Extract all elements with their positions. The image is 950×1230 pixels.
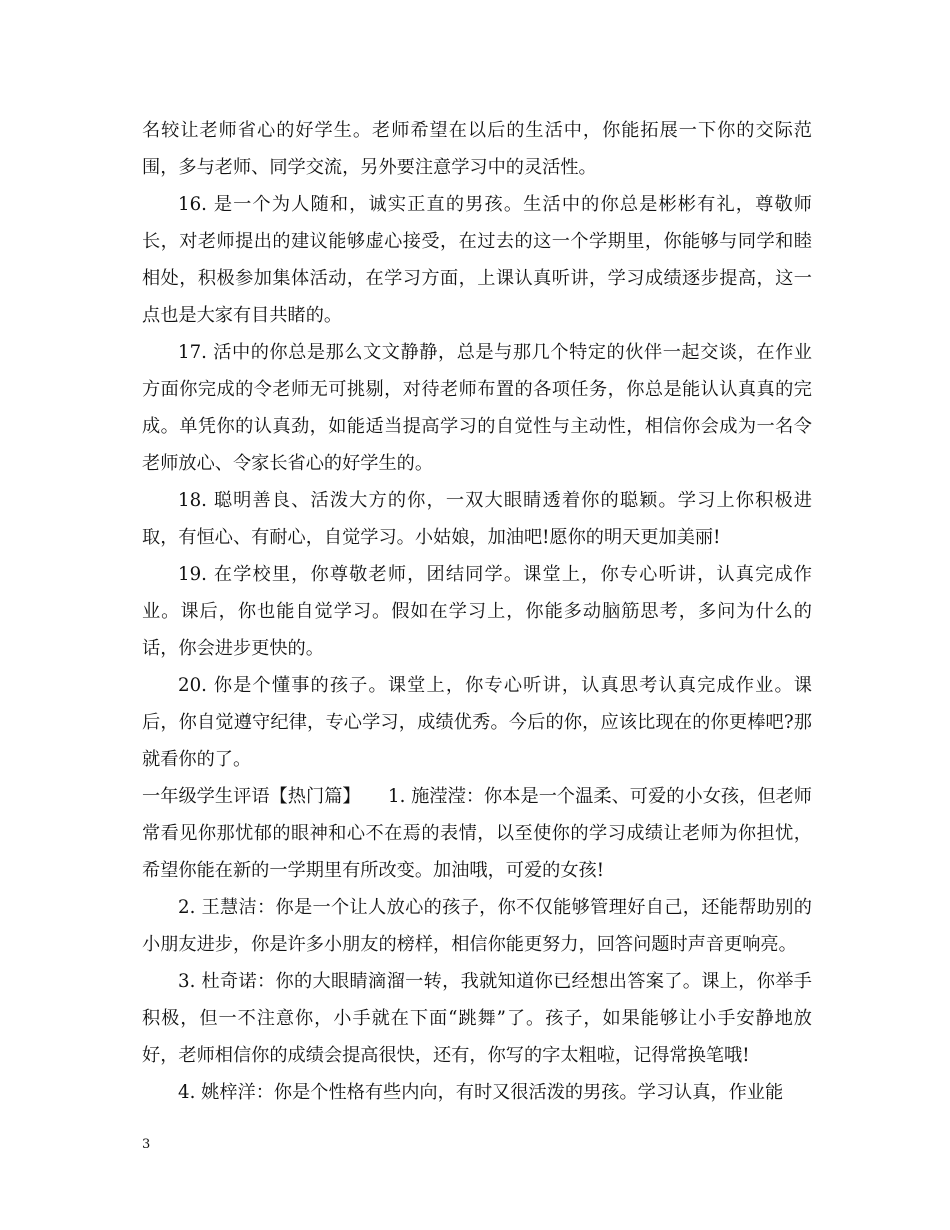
paragraph-comment-4: 4. 姚梓洋：你是个性格有些内向，有时又很活泼的男孩。学习认真，作业能: [178, 1082, 784, 1103]
paragraph-section-heading: 一年级学生评语【热门篇】 1. 施滢滢：你本是一个温柔、可爱的小女孩，但老师常看见你那忧郁的眼神和心不在焉的表情，以至使你的学习成绩让老师为你担忧，希望你能在新的一学期里有所改变。加油哦，可爱的女孩!: [142, 786, 812, 881]
paragraph-comment-19: 19. 在学校里，你尊敬老师，团结同学。课堂上，你专心听讲，认真完成作业。课后，你也能自觉学习。假如在学习上，你能多动脑筋思考，多问为什么的话，你会进步更快的。: [142, 564, 812, 659]
paragraph-comment-18: 18. 聪明善良、活泼大方的你，一双大眼睛透着你的聪颖。学习上你积极进取，有恒心、有耐心，自觉学习。小姑娘，加油吧!愿你的明天更加美丽!: [142, 490, 812, 548]
paragraph-comment-16: 16. 是一个为人随和，诚实正直的男孩。生活中的你总是彬彬有礼，尊敬师长，对老师提出的建议能够虚心接受，在过去的这一个学期里，你能够与同学和睦相处，积极参加集体活动，在学习方面，上课认真听讲，学习成绩逐步提高，这一点也是大家有目共睹的。: [142, 194, 812, 326]
paragraph-comment-17: 17. 活中的你总是那么文文静静，总是与那几个特定的伙伴一起交谈，在作业方面你完成的令老师无可挑剔，对待老师布置的各项任务，你总是能认认真真的完成。单凭你的认真劲，如能适当提高学习的自觉性与主动性，相信你会成为一名令老师放心、令家长省心的好学生的。: [142, 342, 812, 474]
paragraph-comment-2: 2. 王慧洁：你是一个让人放心的孩子，你不仅能够管理好自己，还能帮助别的小朋友进步，你是许多小朋友的榜样，相信你能更努力，回答问题时声音更响亮。: [142, 897, 812, 955]
paragraph-comment-3: 3. 杜奇诺：你的大眼睛滴溜一转，我就知道你已经想出答案了。课上，你举手积极，但一不注意你，小手就在下面“跳舞”了。孩子，如果能够让小手安静地放好，老师相信你的成绩会提高很快，还有，你写的字太粗啦，记得常换笔哦!: [142, 971, 812, 1066]
page-number: 3: [142, 1137, 151, 1152]
document-body: [142, 112, 812, 1111]
paragraph-comment-20: 20. 你是个懂事的孩子。课堂上，你专心听讲，认真思考认真完成作业。课后，你自觉遵守纪律，专心学习，成绩优秀。今后的你，应该比现在的你更棒吧?那就看你的了。: [142, 675, 812, 770]
paragraph-continuation: 名较让老师省心的好学生。老师希望在以后的生活中，你能拓展一下你的交际范围，多与老师、同学交流，另外要注意学习中的灵活性。: [142, 120, 812, 178]
